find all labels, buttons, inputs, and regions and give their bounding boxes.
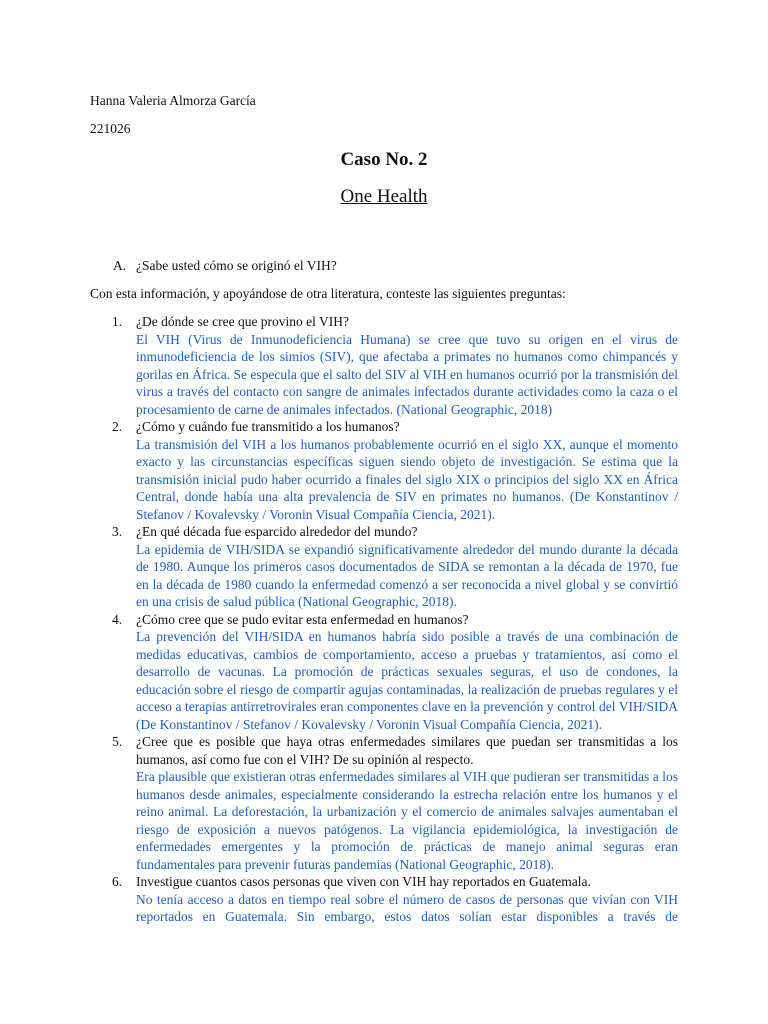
item-answer: La transmisión del VIH a los humanos probablemente ocurrió en el siglo XX, aunque el momento exacto y las circunstancias específicas siguen siendo objeto de investigación. Se estima que la transmisión inicial pudo haber ocurrido a finales del siglo XIX o principios del siglo XX en África Central, donde había una alta prevalencia de SIV en primates no humanos. (De Konstantinov / Stefanov / Kovalevsky / Voronin Visual Compañía Ciencia, 2021). xyxy=(136,436,678,522)
item-answer: La prevención del VIH/SIDA en humanos habría sido posible a través de una combinación de medidas educativas, cambios de comportamiento, acceso a pruebas y tratamientos, así como el desarrollo de vacunas. La promoción de prácticas sexuales seguras, el uso de condones, la educación sobre el riesgo de compartir agujas contaminadas, la realización de pruebas regulares y el acceso a terapias antirretrovirales eran componentes clave en la prevención y control del VIH/SIDA (De Konstantinov / Stefanov / Kovalevsky / Voronin Visual Compañía Ciencia, 2021). xyxy=(136,629,678,732)
item-question: ¿Cómo y cuándo fue transmitido a los humanos? xyxy=(136,419,400,434)
item-question: Investigue cuantos casos personas que viven con VIH hay reportados en Guatemala. xyxy=(136,874,591,889)
question-a-letter: A. xyxy=(113,258,127,273)
item-answer: La epidemia de VIH/SIDA se expandió significativamente alrededor del mundo durante la década de 1980. Aunque los primeros casos documentados de SIDA se remontan a la década de 1970, fue en la década de 1980 cuando la enfermedad comenzó a ser reconocida a nivel global y se convirtió en una crisis de salud pública (National Geographic, 2018). xyxy=(136,541,678,609)
item-answer: El VIH (Virus de Inmunodeficiencia Humana) se cree que tuvo su origen en el virus de inmunodeficiencia de los simios (SIV), que afectaba a primates no humanos como chimpancés y gorilas en África. Se especula que el salto del SIV al VIH en humanos ocurrió por la transmisión del virus a través del contacto con sangre de animales infectados durante actividades como la caza o el procesamiento de carne de animales infectados. (National Geographic, 2018) xyxy=(136,331,678,417)
list-item xyxy=(112,611,678,734)
document-title: Caso No. 2 xyxy=(340,149,428,170)
item-number: 1. xyxy=(112,314,123,329)
item-number: 5. xyxy=(112,734,123,749)
student-id: 221026 xyxy=(90,121,131,136)
item-answer: No tenía acceso a datos en tiempo real sobre el número de casos de personas que vivían con VIH reportados en Guatemala. Sin embargo, estos datos solían estar disponibles a través de xyxy=(136,891,678,924)
item-number: 6. xyxy=(112,874,123,889)
list-item xyxy=(112,873,678,926)
list-item xyxy=(112,733,678,873)
author-name: Hanna Valeria Almorza García xyxy=(90,93,256,108)
question-a xyxy=(113,257,337,274)
item-answer: Era plausible que existieran otras enfermedades similares al VIH que pudieran ser transmitidas a los humanos desde animales, especialmente considerando la estrecha relación entre los humanos y el reino animal. La deforestación, la urbanización y el comercio de animales salvajes aumentaban el riesgo de exposición a nuevos patógenos. La vigilancia epidemiológica, la investigación de enfermedades emergentes y la promoción de prácticas de manejo animal seguras eran fundamentales para prevenir futuras pandemias (National Geographic, 2018). xyxy=(136,769,678,872)
item-question: ¿Cómo cree que se pudo evitar esta enfermedad en humanos? xyxy=(136,611,469,627)
item-number: 2. xyxy=(112,419,123,434)
item-number: 3. xyxy=(112,524,123,539)
document-subtitle: One Health xyxy=(340,186,428,207)
list-item xyxy=(112,313,678,418)
question-list xyxy=(112,313,678,926)
instructions-text: Con esta información, y apoyándose de otra literatura, conteste las siguientes preguntas: xyxy=(90,286,566,301)
item-number: 4. xyxy=(112,611,123,627)
item-question: ¿En qué década fue esparcido alrededor del mundo? xyxy=(136,524,418,539)
item-question: ¿De dónde se cree que provino el VIH? xyxy=(136,314,350,329)
item-question: ¿Cree que es posible que haya otras enfermedades similares que puedan ser transmitidas a los humanos, así como fue con el VIH? De su opinión al respecto. xyxy=(136,734,678,767)
list-item xyxy=(112,418,678,523)
question-a-text: ¿Sabe usted cómo se originó el VIH? xyxy=(136,258,337,273)
list-item xyxy=(112,523,678,611)
